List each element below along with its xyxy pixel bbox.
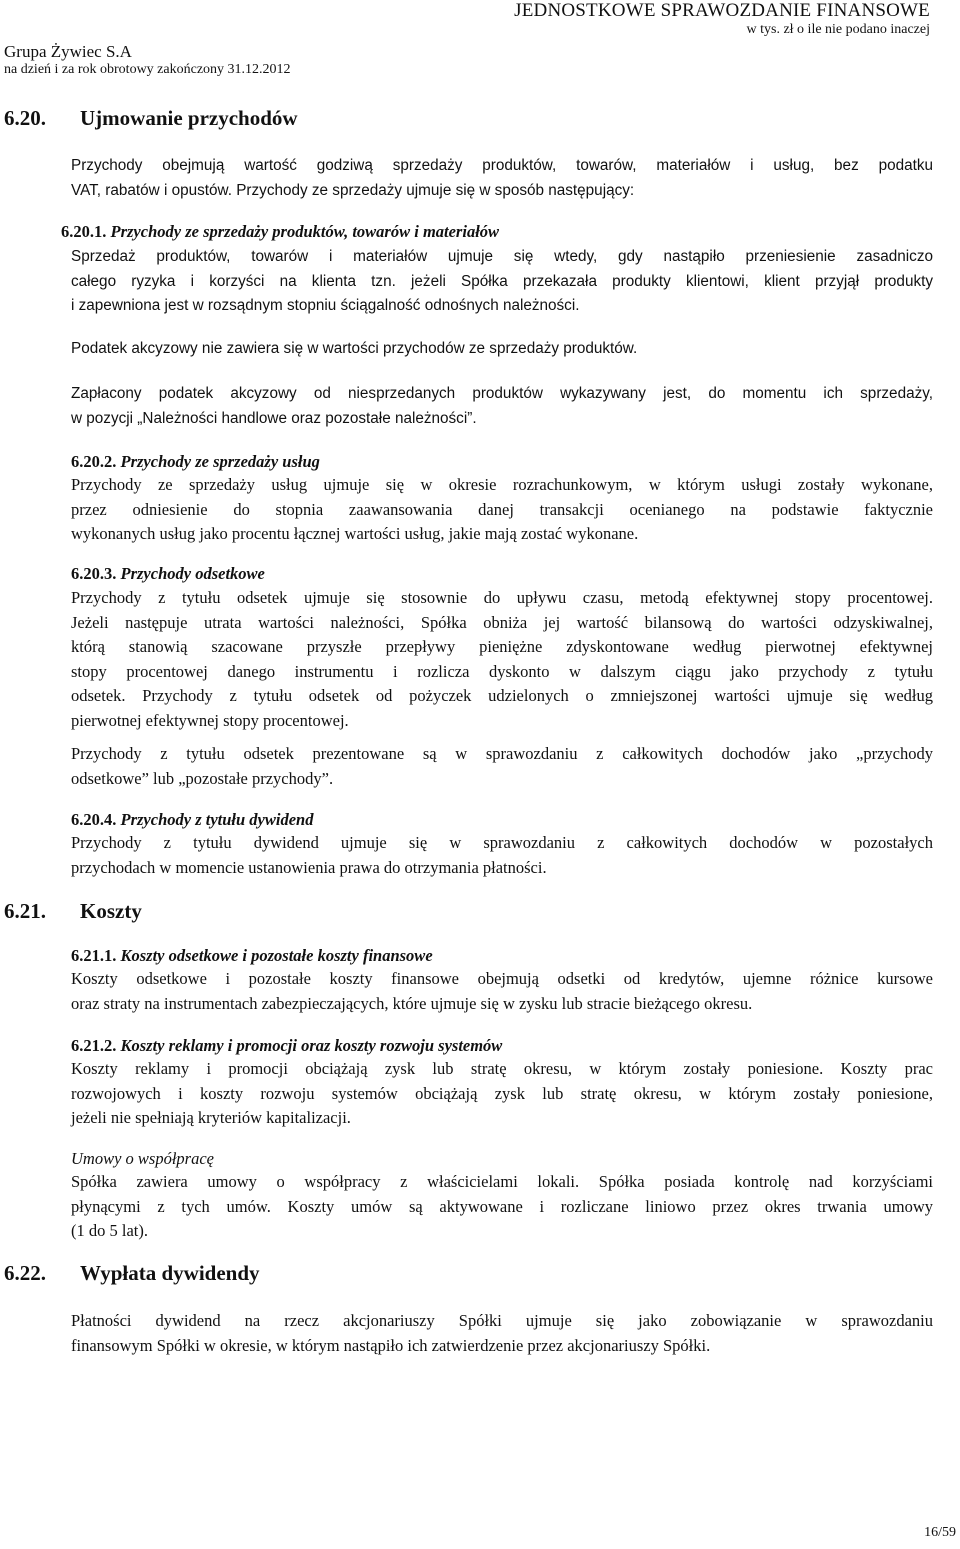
subsection-number: 6.21.1.: [71, 946, 117, 965]
cooperation-agreements-heading: Umowy o współpracę: [71, 1149, 214, 1168]
text-line: wykonanych usług jako procentu łącznej wartości usług, jakie mają zostać wykonane.: [71, 524, 639, 543]
section-number: 6.21.: [4, 899, 46, 923]
advertising-costs-paragraph: [71, 1057, 933, 1131]
text-line: Przychody z tytułu odsetek prezentowane są w sprawozdaniu z całkowitych dochodów jako „przychody: [71, 744, 933, 763]
subsection-number: 6.21.2.: [71, 1036, 117, 1055]
dividend-revenue-paragraph: [71, 831, 933, 880]
services-revenue-paragraph: [71, 473, 933, 547]
subsection-title: Koszty odsetkowe i pozostałe koszty finansowe: [120, 946, 433, 965]
subsection-heading-6-20-3: [71, 564, 265, 584]
dividend-payment-paragraph: [71, 1309, 933, 1358]
section-heading-6-21: [4, 899, 142, 924]
text-line: przychodach w momencie ustanowienia prawa do otrzymania płatności.: [71, 857, 547, 877]
subsection-title: Przychody z tytułu dywidend: [120, 810, 314, 829]
text-line: stopy procentowej danego instrumentu i rozlicza dyskonto w dalszym ciągu jako przychody z tytułu: [71, 661, 933, 681]
units-note: w tys. zł o ile nie podano inaczej: [746, 22, 930, 37]
subsection-number: 6.20.1.: [61, 222, 107, 241]
text-line: i zapewniona jest w rozsądnym stopniu ściągalność odnośnych należności.: [71, 297, 580, 314]
text-line: przez odniesienie do stopnia zaawansowania danej transakcji ocenianego na podstawie faktycznie: [71, 499, 933, 519]
subsection-number: 6.20.3.: [71, 564, 117, 583]
text-line: Zapłacony podatek akcyzowy od niesprzedanych produktów wykazywany jest, do momentu ich sprzedaży,: [71, 385, 933, 402]
section-title: Koszty: [80, 899, 142, 923]
section-number: 6.22.: [4, 1261, 46, 1285]
subsection-heading-6-21-2: [71, 1036, 502, 1056]
subsection-number: 6.20.4.: [71, 810, 117, 829]
reporting-period: na dzień i za rok obrotowy zakończony 31.12.2012: [4, 62, 291, 77]
text-line: odsetek. Przychody z tytułu odsetek od pożyczek udzielonych o zmniejszonej wartości ujmuje się według: [71, 686, 933, 705]
subsection-title: Przychody ze sprzedaży usług: [120, 452, 320, 471]
text-line: Przychody z tytułu dywidend ujmuje się w sprawozdaniu z całkowitych dochodów w pozostałych: [71, 833, 933, 852]
excise-paragraph: [71, 337, 933, 362]
text-line: w pozycji „Należności handlowe oraz pozostałe należności”.: [71, 409, 477, 427]
subsection-number: 6.20.2.: [71, 452, 117, 471]
text-line: Płatności dywidend na rzecz akcjonariuszy Spółki ujmuje się jako zobowiązanie w sprawozdaniu: [71, 1311, 933, 1330]
text-line: Jeżeli następuje utrata wartości należności, Spółka obniża jej wartość bilansową do wartości odzyskiwalnej,: [71, 612, 933, 632]
subsection-title: Przychody odsetkowe: [120, 564, 265, 583]
page-number: 16/59: [924, 1525, 956, 1540]
text-line: Koszty reklamy i promocji obciążają zysk lub stratę okresu, w którym zostały poniesione. Koszty prac: [71, 1059, 933, 1078]
company-name: Grupa Żywiec S.A: [4, 42, 132, 61]
section-title: Wypłata dywidendy: [80, 1261, 260, 1285]
text-line: Koszty odsetkowe i pozostałe koszty finansowe obejmują odsetki od kredytów, ujemne różnice kursowe: [71, 969, 933, 988]
subsection-title: Koszty reklamy i promocji oraz koszty rozwoju systemów: [120, 1036, 503, 1055]
section-heading-6-22: [4, 1261, 260, 1286]
product-sales-paragraph: [71, 245, 933, 319]
text-line: całego ryzyka i korzyści na klienta tzn. jeżeli Spółka przekazała produkty klientowi, klient przyjął produkty: [71, 272, 933, 290]
text-line: którą stanowią szacowane przyszłe przepływy pieniężne zdyskontowane według pierwotnej efektywnej: [71, 637, 933, 656]
text-line: płynącymi z tych umów. Koszty umów są aktywowane i rozliczane liniowo przez okres trwania umowy: [71, 1196, 933, 1216]
subsection-heading-6-20-2: [71, 452, 320, 472]
text-line: oraz straty na instrumentach zabezpieczających, które ujmuje się w zysku lub stracie bieżącego okresu.: [71, 993, 753, 1013]
finance-costs-paragraph: [71, 967, 933, 1016]
text-line: jeżeli nie spełniają kryteriów kapitalizacji.: [71, 1108, 351, 1127]
revenue-intro-paragraph: [71, 154, 933, 203]
text-line: Przychody z tytułu odsetek ujmuje się stosownie do upływu czasu, metodą efektywnej stopy procentowej.: [71, 588, 933, 607]
text-line: Przychody ze sprzedaży usług ujmuje się w okresie rozrachunkowym, w którym usługi zostały wykonane,: [71, 475, 933, 494]
text-line: Podatek akcyzowy nie zawiera się w wartości przychodów ze sprzedaży produktów.: [71, 340, 638, 357]
text-line: Spółka zawiera umowy o współpracy z właścicielami lokali. Spółka posiada kontrolę nad korzyściami: [71, 1172, 933, 1191]
text-line: rozwojowych i koszty rozwoju systemów obciążają zysk lub stratę okresu, w którym zostały poniesione,: [71, 1083, 933, 1103]
report-title: JEDNOSTKOWE SPRAWOZDANIE FINANSOWE: [514, 0, 930, 21]
section-heading-6-20: [4, 106, 298, 131]
section-title: Ujmowanie przychodów: [80, 106, 298, 130]
subsection-title: Przychody ze sprzedaży produktów, towarów i materiałów: [110, 222, 500, 241]
subsection-heading-6-20-1: [61, 222, 499, 242]
text-line: Przychody obejmują wartość godziwą sprzedaży produktów, towarów, materiałów i usług, bez podatku: [71, 157, 933, 174]
section-number: 6.20.: [4, 106, 46, 130]
text-line: finansowym Spółki w okresie, w którym nastąpiło ich zatwierdzenie przez akcjonariuszy Spółki.: [71, 1335, 711, 1355]
text-line: VAT, rabatów i opustów. Przychody ze sprzedaży ujmuje się w sposób następujący:: [71, 181, 635, 199]
excise-paid-paragraph: [71, 382, 933, 431]
interest-revenue-paragraph: [71, 586, 933, 733]
interest-presentation-paragraph: [71, 742, 933, 791]
text-line: (1 do 5 lat).: [71, 1221, 148, 1240]
subsection-heading-6-21-1: [71, 946, 433, 966]
cooperation-agreements-paragraph: [71, 1170, 933, 1244]
text-line: odsetkowe” lub „pozostałe przychody”.: [71, 768, 334, 788]
text-line: Sprzedaż produktów, towarów i materiałów ujmuje się wtedy, gdy nastąpiło przeniesienie zasadniczo: [71, 248, 933, 265]
subsection-heading-6-20-4: [71, 810, 313, 830]
text-line: pierwotnej efektywnej stopy procentowej.: [71, 710, 349, 730]
